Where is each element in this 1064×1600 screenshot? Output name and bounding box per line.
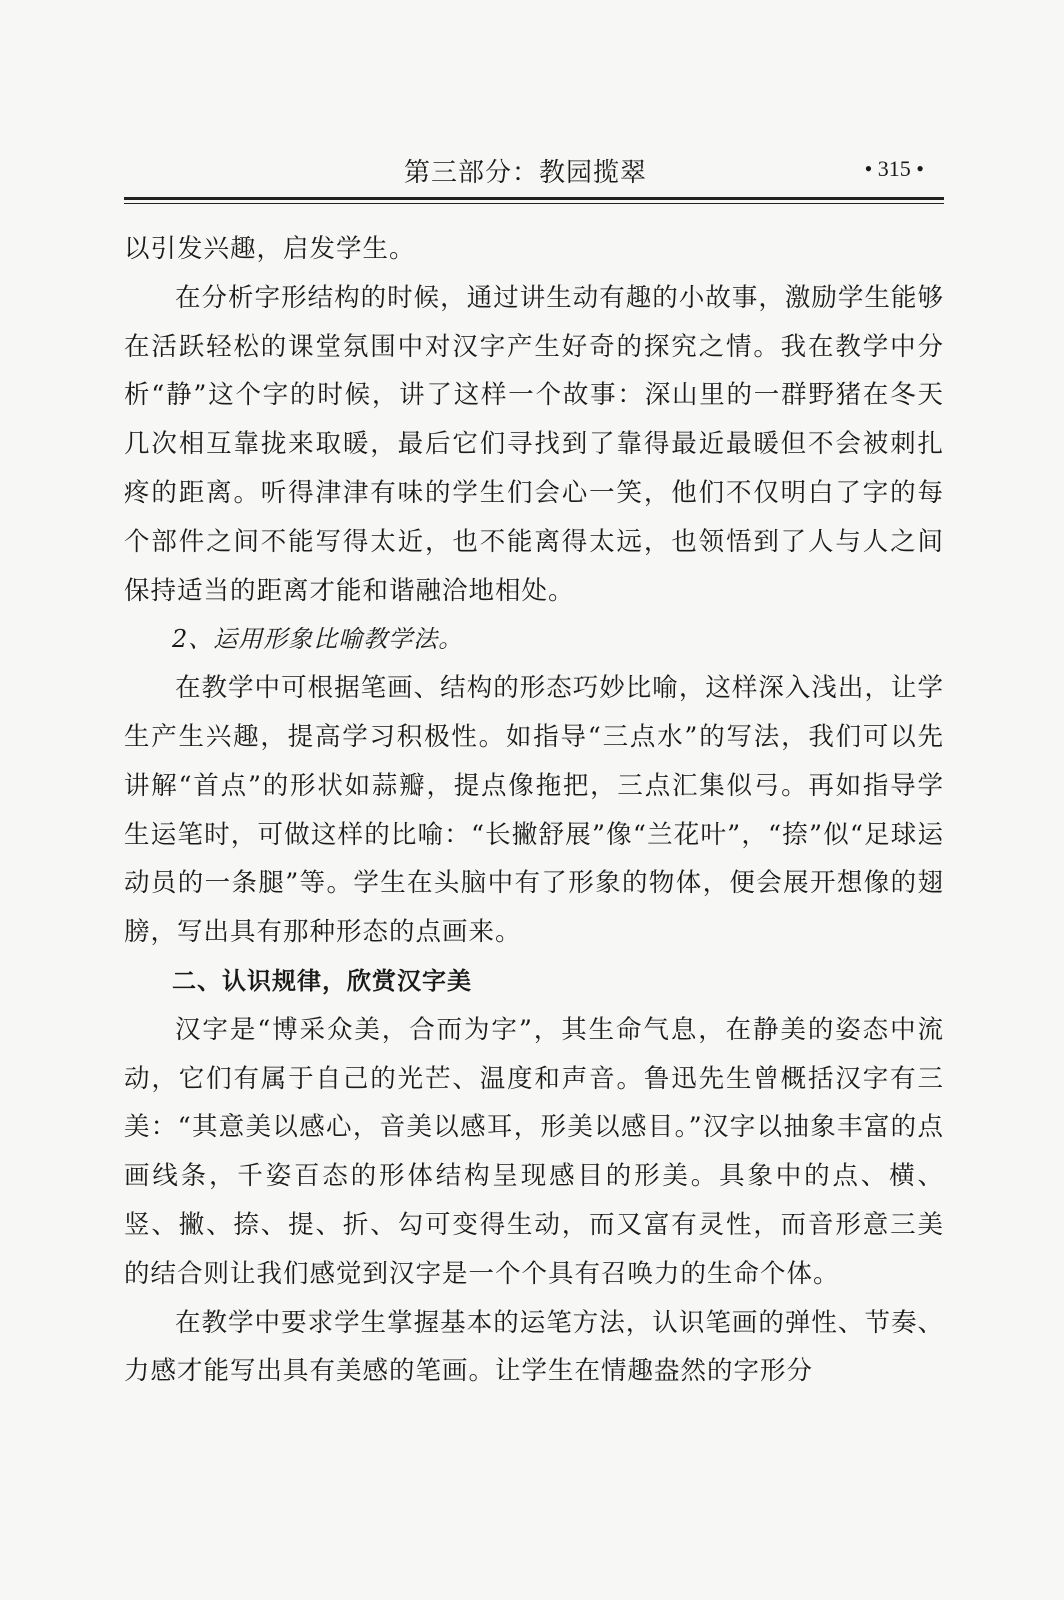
paragraph: 在教学中要求学生掌握基本的运笔方法，认识笔画的弹性、节奏、力感才能写出具有美感的笔画。让学生在情趣盎然的字形分 [124,1307,944,1387]
section-title: 第三部分：教园揽翠 [404,158,648,188]
paragraph: 在分析字形结构的时候，通过讲生动有趣的小故事，激励学生能够在活跃轻松的课堂氛围中对汉字产生好奇的探究之情。我在教学中分析“静”这个字的时候，讲了这样一个故事：深山里的一群野猪在冬天几次相互靠拢来取暖，最后它们寻找到了靠得最近最暖但不会被刺扎疼的距离。听得津津有味的学生们会心一笑，他们不仅明白了字的每个部件之间不能写得太近，也不能离得太远，也领悟到了人与人之间保持适当的距离才能和谐融洽地相处。 [124,282,944,606]
subheading: 2、运用形象比喻教学法。 [172,625,464,654]
paragraph: 汉字是“博采众美，合而为字”，其生命气息，在静美的姿态中流动，它们有属于自己的光芒、温度和声音。鲁迅先生曾概括汉字有三美：“其意美以感心，音美以感耳，形美以感目。”汉字以抽象丰富的点画线条，千姿百态的形体结构呈现感目的形美。具象中的点、横、竖、撇、捺、提、折、勾可变得生动，而又富有灵性，而音形意三美的结合则让我们感觉到汉字是一个个具有召唤力的生命个体。 [124,1014,944,1289]
header-rule-thin [124,203,944,204]
header-rule-thick [124,197,944,200]
paragraph: 在教学中可根据笔画、结构的形态巧妙比喻，这样深入浅出，让学生产生兴趣，提高学习积极性。如指导“三点水”的写法，我们可以先讲解“首点”的形状如蒜瓣，提点像拖把，三点汇集似弓。再如指导学生运笔时，可做这样的比喻：“长撇舒展”像“兰花叶”，“捺”似“足球运动员的一条腿”等。学生在头脑中有了形象的物体，便会展开想像的翅膀，写出具有那种形态的点画来。 [124,673,944,948]
body-text [124,225,944,1396]
paragraph: 以引发兴趣，启发学生。 [124,234,416,264]
running-header [124,150,944,196]
page-number: • 315 • [864,156,924,181]
section-heading: 二、认识规律，欣赏汉字美 [172,966,472,995]
